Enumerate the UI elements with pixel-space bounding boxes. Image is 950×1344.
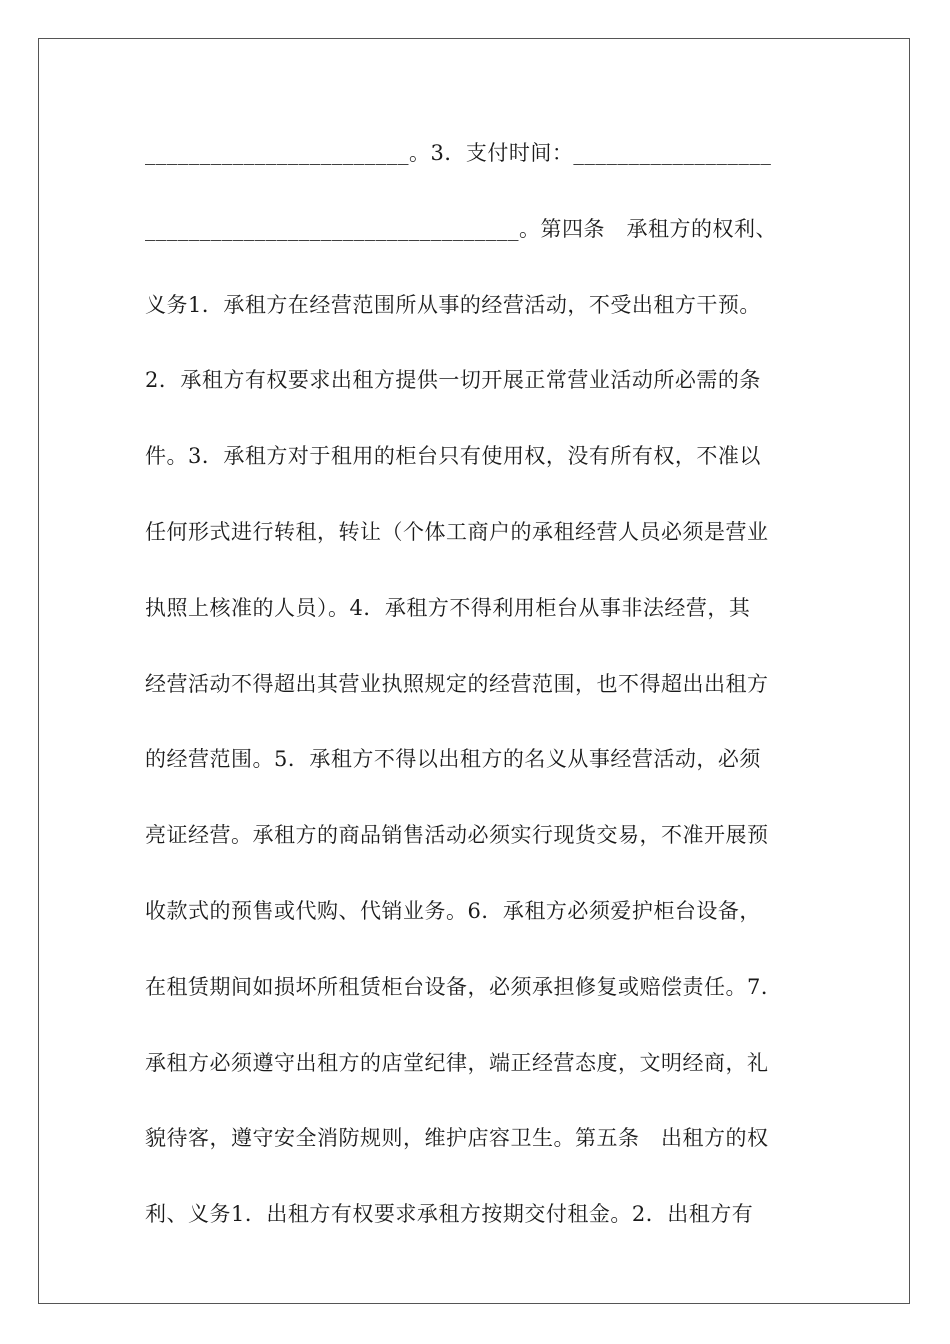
text-line: __________________________________。第四条 承租方的权利、	[145, 216, 777, 241]
text-line: 义务1．承租方在经营范围所从事的经营活动，不受出租方干预。	[145, 292, 761, 317]
text-line: 的经营范围。5．承租方不得以出租方的名义从事经营活动，必须	[145, 747, 761, 772]
text-line: 亮证经营。承租方的商品销售活动必须实行现货交易，不准开展预	[145, 823, 769, 848]
text-line: 收款式的预售或代购、代销业务。6．承租方必须爱护柜台设备，	[145, 898, 761, 923]
text-line: 任何形式进行转租，转让（个体工商户的承租经营人员必须是营业	[145, 519, 769, 544]
document-body	[145, 133, 795, 1270]
text-line: ________________________。3．支付时间：__________________	[145, 141, 772, 165]
text-line: 件。3．承租方对于租用的柜台只有使用权，没有所有权，不准以	[145, 444, 761, 469]
text-line: 在租赁期间如损坏所租赁柜台设备，必须承担修复或赔偿责任。7．	[145, 974, 783, 999]
text-line: 利、义务1．出租方有权要求承租方按期交付租金。2．出租方有	[145, 1202, 754, 1227]
text-line: 貌待客，遵守安全消防规则，维护店容卫生。第五条 出租方的权	[145, 1126, 769, 1151]
text-line: 执照上核准的人员）。4．承租方不得利用柜台从事非法经营，其	[145, 595, 751, 620]
text-line: 2．承租方有权要求出租方提供一切开展正常营业活动所必需的条	[145, 368, 761, 393]
text-line: 经营活动不得超出其营业执照规定的经营范围，也不得超出出租方	[145, 671, 769, 696]
text-line: 承租方必须遵守出租方的店堂纪律，端正经营态度，文明经商，礼	[145, 1050, 769, 1075]
